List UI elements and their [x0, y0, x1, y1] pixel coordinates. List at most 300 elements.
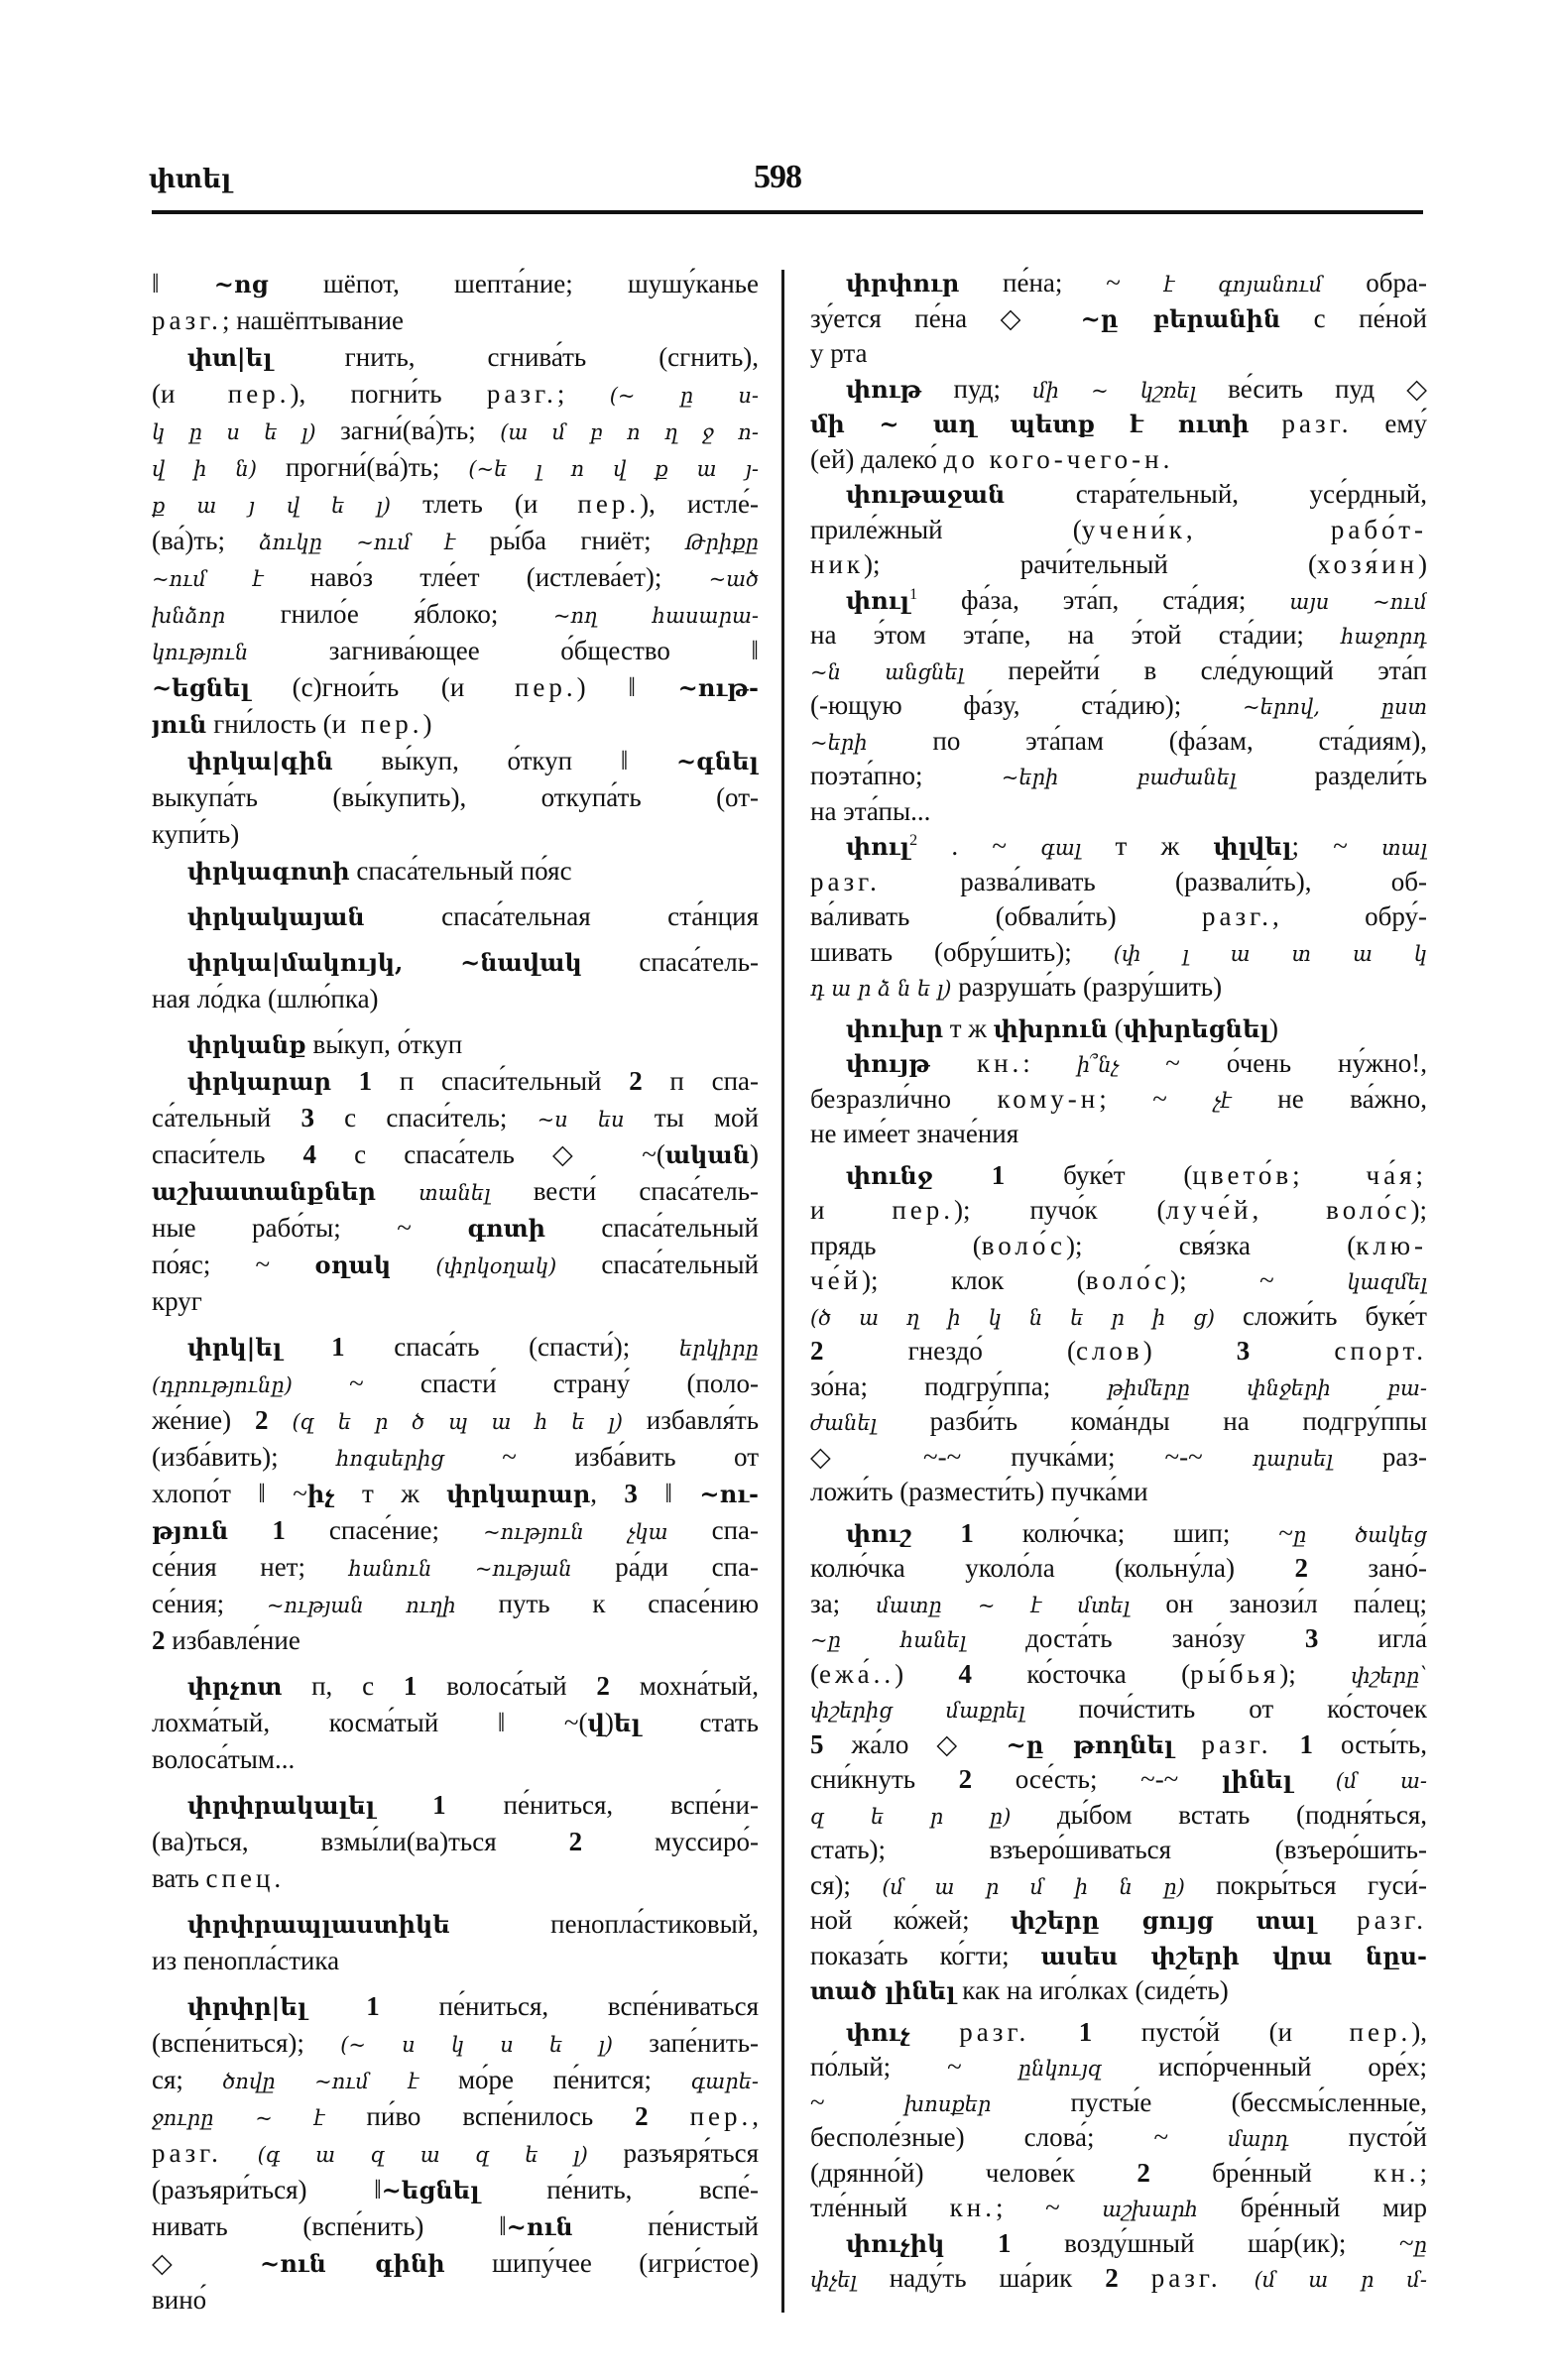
- translation-text: пуд;: [921, 373, 1033, 404]
- translation-text: выкупа́ть (вы́купить), откупа́ть (от-: [152, 782, 759, 812]
- spaced-label: цвето́в; ча́я;: [1192, 1159, 1427, 1190]
- translation-text: мохна́тый,: [609, 1671, 759, 1701]
- translation-text: ная ло́дка (шлю́пка): [152, 984, 379, 1013]
- headword: փուխր: [846, 1013, 943, 1043]
- translation-text: же́ние): [152, 1405, 256, 1435]
- headword: տած լինել: [810, 1976, 956, 2005]
- translation-text: ): [895, 1658, 959, 1689]
- armenian-example: ~ություն չկա: [483, 1520, 668, 1544]
- text-line: [810, 935, 1427, 971]
- sense-number: 2: [255, 1405, 269, 1435]
- translation-text: спаса́тель-: [581, 947, 759, 977]
- armenian-example: դ ա ր ձ ն ե լ): [810, 977, 952, 1001]
- translation-text: ~ изба́вить от: [443, 1442, 759, 1472]
- spaced-label: ры́бья: [1190, 1658, 1280, 1689]
- text-line: [810, 1657, 1427, 1693]
- spaced-label: пер.: [689, 2101, 753, 2131]
- armenian-example: տալ: [1381, 836, 1427, 860]
- armenian-example: փշերից մաքրել: [810, 1699, 1025, 1723]
- translation-text: сложи́ть буке́т: [1214, 1300, 1427, 1331]
- header-rule: [152, 210, 1423, 214]
- armenian-example: երկիրը: [678, 1337, 759, 1361]
- translation-text: доста́ть зано́зу: [966, 1623, 1305, 1653]
- spaced-label: учени́к, рабо́т-: [1081, 514, 1427, 544]
- translation-text: се́ния;: [152, 1589, 267, 1618]
- headword: փրփր|ել: [187, 1992, 307, 2021]
- headword: ~գնել: [675, 747, 759, 775]
- translation-text: [1250, 409, 1282, 438]
- translation-text: раз-: [1332, 1441, 1427, 1472]
- text-line: [810, 1229, 1427, 1264]
- translation-text: загнива́ющее о́бщество ‖: [248, 636, 759, 665]
- headword: փրկանք: [187, 1030, 306, 1059]
- text-line: [810, 1193, 1427, 1229]
- translation-text: пе́нистый: [572, 2211, 759, 2241]
- armenian-example: ժանել: [810, 1411, 877, 1435]
- translation-text: купи́ть): [152, 819, 240, 849]
- armenian-example: ~երի: [810, 730, 868, 755]
- headword: լինել: [1221, 1765, 1293, 1794]
- translation-text: спаси́тель: [152, 1139, 303, 1169]
- armenian-example: դարսել: [1252, 1446, 1333, 1471]
- spaced-label: разг.: [1357, 1905, 1427, 1935]
- text-line: [152, 339, 759, 376]
- text-line: [810, 1334, 1427, 1369]
- translation-text: ‖: [152, 269, 214, 298]
- translation-text: ; ~: [995, 2193, 1103, 2222]
- translation-text: бесполе́зные) слова́; ~: [810, 2122, 1229, 2152]
- translation-text: разва́ливать (развали́ть), об-: [880, 866, 1427, 896]
- translation-text: . ~: [917, 831, 1041, 861]
- translation-text: ~ о́чень ну́жно!,: [1119, 1048, 1427, 1078]
- text-line: [810, 583, 1427, 619]
- text-line: [810, 336, 1427, 372]
- translation-text: ной ко́жей;: [810, 1905, 1012, 1935]
- headword: փրկ|ել: [187, 1333, 283, 1362]
- armenian-example: ծակեց: [1355, 1522, 1427, 1547]
- spaced-label: ежа́..: [819, 1658, 896, 1689]
- text-line: [810, 1117, 1427, 1152]
- text-line: [810, 1621, 1427, 1657]
- armenian-example: ~երով, ըստ: [1243, 695, 1427, 719]
- armenian-example: մատը ~ է մտել: [876, 1593, 1131, 1617]
- sense-number: 2: [152, 1625, 166, 1655]
- translation-text: (ва́)ть;: [152, 526, 260, 555]
- sense-number: 3: [1236, 1336, 1251, 1366]
- spaced-label: и пер.: [1277, 2016, 1412, 2047]
- translation-text: почи́стить от ко́сточек: [1024, 1694, 1427, 1724]
- translation-text: ), истле́-: [640, 489, 759, 519]
- text-line: [152, 486, 759, 523]
- spaced-label: и пер.: [161, 379, 291, 409]
- sense-number: 2: [635, 2101, 649, 2131]
- text-line: [810, 1587, 1427, 1622]
- armenian-example: (դրությունը): [152, 1373, 293, 1397]
- text-line: [152, 1283, 759, 1320]
- headword: օղակ: [314, 1250, 392, 1279]
- armenian-example: ի՞նչ: [1076, 1053, 1120, 1077]
- armenian-example: չէ: [1213, 1088, 1232, 1113]
- headword: փխրուն: [993, 1013, 1108, 1043]
- translation-text: (дрянно́й) челове́к: [810, 2157, 1137, 2188]
- headword: ~ուն: [506, 2212, 573, 2241]
- translation-text: ); свя́зка (: [1066, 1230, 1357, 1260]
- sense-number: 3: [300, 1103, 314, 1132]
- text-line: [152, 2282, 759, 2319]
- translation-text: ‖: [637, 1479, 700, 1508]
- text-line: [152, 1402, 759, 1439]
- translation-text: [649, 2101, 690, 2131]
- headword: ~ը բերանին: [1080, 303, 1281, 333]
- headword: յուն: [152, 710, 207, 739]
- text-line: [152, 981, 759, 1017]
- translation-text: тле́нный: [810, 2193, 950, 2222]
- translation-text: [1173, 1729, 1201, 1759]
- text-line: [810, 1727, 1427, 1763]
- text-line: [810, 442, 1427, 478]
- translation-text: (изба́вить);: [152, 1442, 337, 1472]
- armenian-example: ք ա յ վ ե լ): [152, 494, 391, 518]
- translation-text: [1271, 1729, 1299, 1759]
- armenian-example: տանել: [419, 1181, 491, 1205]
- translation-text: ); рачи́тельный (: [864, 549, 1318, 579]
- text-line: [810, 1299, 1427, 1335]
- text-line: [152, 2135, 759, 2172]
- armenian-example: ~ող հասարա-: [552, 604, 759, 628]
- translation-text: жа́ло ◇: [823, 1728, 1007, 1759]
- translation-text: шипу́чее (игри́стое): [444, 2248, 759, 2278]
- translation-text: [1250, 1336, 1334, 1366]
- translation-text: [1292, 1764, 1336, 1794]
- headword: ական: [664, 1140, 750, 1169]
- text-line: [152, 1549, 759, 1586]
- headword: փրկագոտի: [187, 857, 350, 886]
- text-line: [152, 1063, 759, 1100]
- translation-text: избавле́ние: [165, 1625, 300, 1655]
- headword: փուչիկ: [846, 2228, 945, 2258]
- headword: փունջ: [846, 1160, 933, 1190]
- text-line: [810, 1369, 1427, 1405]
- translation-text: гни́лость (: [206, 709, 332, 739]
- text-line: [810, 759, 1427, 794]
- armenian-example: հոգսերից: [336, 1447, 444, 1471]
- translation-text: ): [604, 1708, 614, 1737]
- translation-text: ся;: [152, 2065, 223, 2094]
- translation-text: );: [1279, 1658, 1352, 1689]
- translation-text: перейти́ в сле́дующий эта́п: [964, 654, 1427, 685]
- translation-text: [1306, 1518, 1355, 1548]
- translation-text: [930, 1048, 977, 1078]
- translation-text: ные рабо́ты; ~: [152, 1213, 468, 1243]
- spaced-label: кн.: [1374, 2157, 1420, 2188]
- headword: ~նավակ: [460, 948, 582, 977]
- headword: փրփրակալել: [187, 1791, 376, 1820]
- translation-text: поэта́пно;: [810, 761, 1002, 790]
- text-line: [152, 2025, 759, 2062]
- text-line: [152, 1988, 759, 2025]
- text-line: [810, 2261, 1427, 2297]
- translation-text: на э́том эта́пе, на э́той ста́дии;: [810, 620, 1342, 650]
- text-line: [810, 1475, 1427, 1510]
- translation-text: пенопла́стиковый,: [449, 1909, 759, 1939]
- headword: փրչոտ: [187, 1672, 283, 1701]
- translation-text: ва́ливать (обвали́ть): [810, 901, 1203, 931]
- armenian-example: գարե-: [690, 2070, 759, 2093]
- translation-text: [1222, 2263, 1255, 2293]
- armenian-example: կազմել: [1347, 1270, 1427, 1294]
- text-line: [810, 547, 1427, 583]
- text-line: [810, 1798, 1427, 1834]
- armenian-example: կություն: [152, 641, 249, 664]
- spaced-label: и пер.: [810, 1195, 955, 1225]
- text-line: [810, 1692, 1427, 1727]
- translation-text: );: [1410, 1195, 1427, 1225]
- translation-text: т ж: [1081, 831, 1214, 861]
- translation-text: т ж: [334, 1479, 447, 1508]
- sense-number: 4: [958, 1658, 972, 1689]
- headword: փույթ: [846, 1049, 930, 1078]
- armenian-example: փշերը՝: [1351, 1663, 1427, 1688]
- text-line: [810, 2015, 1427, 2051]
- column-divider: [781, 270, 784, 2313]
- spaced-label: луче́й, воло́с: [1165, 1195, 1411, 1225]
- text-line: [810, 1833, 1427, 1868]
- translation-text: пе́ниться, вспе́ни-: [445, 1790, 759, 1820]
- armenian-example: փչել: [810, 2268, 857, 2292]
- text-line: [810, 654, 1427, 689]
- text-line: [810, 1404, 1427, 1440]
- sense-number: 2: [1105, 2263, 1119, 2293]
- spaced-label: разг.: [1202, 901, 1272, 931]
- headword: իչ: [306, 1480, 335, 1508]
- spaced-label: до кого-чего-н.: [943, 443, 1174, 474]
- text-line: [810, 688, 1427, 724]
- text-line: [810, 1868, 1427, 1904]
- armenian-example: (մ ա ր մ ի ն ը): [882, 1874, 1185, 1899]
- text-line: [810, 1939, 1427, 1974]
- translation-text: зу́ется пе́на ◇: [810, 302, 1081, 333]
- running-head: փտել: [149, 165, 232, 194]
- translation-text: (разъяри́ться) ‖: [152, 2175, 382, 2204]
- headword: ~ութ-: [677, 673, 759, 702]
- spaced-label: спец.: [205, 1863, 286, 1893]
- translation-text: спаса́тельный: [556, 1250, 759, 1279]
- translation-text: ; нашёптывание: [221, 305, 405, 335]
- headword: ~ը թողնել: [1006, 1729, 1174, 1759]
- text-line: [152, 1247, 759, 1283]
- translation-text: лохма́тый, косма́тый ‖ ~(: [152, 1708, 588, 1737]
- translation-text: [391, 1250, 435, 1279]
- spaced-label: воло́с: [1085, 1265, 1171, 1295]
- translation-text: пусто́й: [1288, 2122, 1427, 2152]
- translation-text: не име́ет значе́ния: [810, 1119, 1019, 1148]
- translation-text: ◇: [152, 2248, 260, 2278]
- text-line: [152, 1439, 759, 1476]
- text-line: [810, 513, 1427, 548]
- translation-text: [269, 1405, 293, 1435]
- headword: փրկարար: [446, 1480, 591, 1508]
- armenian-example: (~ ը ս-: [609, 384, 759, 408]
- spaced-label: и пер.: [331, 709, 423, 739]
- translation-text: [376, 1176, 419, 1206]
- armenian-example: զ ե ր ը): [810, 1804, 1012, 1829]
- translation-text: (: [152, 379, 161, 409]
- translation-text: волоса́тым...: [152, 1744, 296, 1774]
- translation-text: колю́чка уколо́ла (кольну́ла): [810, 1553, 1295, 1583]
- armenian-example: (մ ա-: [1335, 1769, 1427, 1793]
- sense-number: 1: [228, 1515, 286, 1545]
- translation-text: ): [422, 709, 432, 739]
- headword: փուլ: [846, 832, 910, 861]
- headword: փուլ: [846, 585, 910, 615]
- translation-text: ему́: [1352, 409, 1427, 438]
- headword: փրկա|մակույկ,: [187, 948, 404, 977]
- translation-text: п, с: [282, 1671, 404, 1701]
- text-line: [810, 2191, 1427, 2226]
- translation-text: фа́за, эта́п, ста́дия;: [917, 584, 1290, 615]
- text-line: [810, 407, 1427, 442]
- text-line: [810, 899, 1427, 935]
- text-line: [152, 302, 759, 339]
- translation-text: (ей) далеко́: [810, 443, 944, 474]
- headword: փրկարար: [187, 1067, 331, 1096]
- translation-text: зо́на; подгру́ппа;: [810, 1370, 1108, 1401]
- translation-text: не ва́жно,: [1231, 1083, 1427, 1114]
- spaced-label: разг.: [810, 866, 881, 896]
- translation-text: прогни́(ва́)ть;: [256, 452, 469, 482]
- translation-text: как на иго́лках (сиде́ть): [955, 1975, 1229, 2005]
- text-line: [810, 1082, 1427, 1118]
- translation-text: ;: [1419, 2157, 1427, 2188]
- text-line: [810, 1516, 1427, 1552]
- translation-text: ,: [590, 1479, 625, 1508]
- translation-text: ); пучо́к (: [954, 1195, 1166, 1225]
- armenian-example: թիմերը փնջերի բա-: [1107, 1375, 1427, 1400]
- armenian-example: աշխարհ: [1102, 2198, 1199, 2221]
- armenian-example: ը: [1413, 2232, 1427, 2257]
- translation-text: ты мой: [624, 1103, 759, 1132]
- text-line: [152, 2208, 759, 2245]
- translation-text: разруша́ть (разру́шить): [951, 972, 1223, 1002]
- spaced-label: разг.: [152, 2138, 222, 2168]
- armenian-example: (գ ա զ ա զ ե լ): [257, 2143, 588, 2167]
- headword: փութ: [846, 374, 922, 404]
- headword: ~եցնել: [152, 673, 251, 702]
- translation-text: нивать (вспе́нить) ‖: [152, 2211, 507, 2241]
- armenian-example: ~ության ուղի: [266, 1594, 456, 1617]
- page-number: 598: [754, 159, 801, 195]
- translation-text: разби́ть кома́нды на подгру́ппы: [876, 1406, 1427, 1436]
- translation-text: ◇ ~-~ пучка́ми; ~-~: [810, 1441, 1253, 1472]
- spaced-label: спорт.: [1334, 1336, 1427, 1366]
- text-line: [152, 853, 759, 890]
- translation-text: ко́сточка (: [971, 1658, 1191, 1689]
- armenian-example: ~ն անցնել: [810, 659, 964, 684]
- text-line: [152, 669, 759, 706]
- translation-text: ~ спасти́ страну́ (поло-: [292, 1368, 759, 1398]
- translation-text: с спаси́тель;: [313, 1103, 538, 1132]
- armenian-example: ~ը հանել: [810, 1628, 967, 1652]
- text-line: [810, 372, 1427, 408]
- translation-text: [1119, 2263, 1151, 2293]
- text-line: [152, 633, 759, 669]
- text-line: [810, 2120, 1427, 2156]
- sense-number: 2: [1136, 2157, 1150, 2188]
- spaced-label: разг.: [486, 379, 557, 409]
- sense-number: 1: [1029, 2016, 1093, 2047]
- translation-text: разъяря́ться: [587, 2138, 759, 2168]
- headword: ասես փշերի վրա նըս-: [1040, 1941, 1427, 1970]
- sense-number: 1: [306, 1991, 380, 2021]
- text-line: [810, 1440, 1427, 1476]
- armenian-example: գալ: [1040, 836, 1082, 860]
- translation-text: [222, 2138, 258, 2168]
- armenian-example: է գոյանում: [1163, 273, 1323, 297]
- translation-text: путь к спасе́нию: [455, 1589, 759, 1618]
- translation-text: вать: [152, 1863, 206, 1893]
- translation-text: приле́жный (: [810, 514, 1082, 544]
- translation-text: стара́тельный, усе́рдный,: [1005, 479, 1427, 509]
- translation-text: ): [1142, 1336, 1237, 1366]
- translation-text: наво́з тле́ет (истлева́ет);: [263, 562, 709, 592]
- headword: թյուն: [152, 1516, 229, 1545]
- text-line: [152, 1329, 759, 1366]
- translation-text: ),: [1411, 2016, 1427, 2047]
- armenian-example: (ծ ա ղ ի կ ն ե ր ի ց): [810, 1305, 1215, 1330]
- sense-number: 2: [629, 1066, 643, 1096]
- translation-text: пе́на; ~: [959, 268, 1164, 298]
- translation-text: ; ~: [1291, 831, 1382, 861]
- translation-text: ; ~: [1099, 1083, 1214, 1114]
- text-line: [152, 449, 759, 486]
- translation-text: се́ния нет;: [152, 1552, 349, 1582]
- translation-text: мо́ре пе́нится;: [419, 2065, 691, 2094]
- translation-text: бре́нный мир: [1198, 2193, 1427, 2222]
- translation-text: шивать (обру́шить);: [810, 936, 1114, 967]
- text-line: [152, 1787, 759, 1824]
- armenian-example: ~ած: [708, 567, 759, 591]
- text-line: [152, 559, 759, 596]
- translation-text: ве́сить пуд ◇: [1196, 373, 1427, 404]
- armenian-example: հաջորդ: [1341, 625, 1427, 649]
- superscript-index: 1: [909, 585, 918, 603]
- translation-text: вести́ спаса́тель-: [490, 1176, 759, 1206]
- translation-text: , обру́-: [1271, 901, 1427, 931]
- translation-text: испо́рченный оре́х;: [1102, 2052, 1427, 2082]
- headword: ~եցնել: [381, 2176, 480, 2204]
- spaced-label: разг.: [1281, 409, 1353, 438]
- sense-number: 2: [810, 1336, 824, 1366]
- translation-text: спасе́ние;: [285, 1515, 484, 1545]
- text-line: [152, 1026, 759, 1063]
- text-line: [152, 816, 759, 853]
- text-line: [152, 1906, 759, 1943]
- text-line: [152, 1586, 759, 1622]
- text-line: [810, 2050, 1427, 2085]
- sense-number: 1: [375, 1790, 446, 1820]
- translation-text: (вспе́ниться);: [152, 2028, 341, 2058]
- text-line: [810, 794, 1427, 830]
- spaced-label: кн.: [949, 2193, 996, 2222]
- armenian-example: մարդ: [1228, 2127, 1289, 2151]
- translation-text: за;: [810, 1588, 877, 1618]
- translation-text: (: [810, 1658, 819, 1689]
- spaced-label: ник: [810, 549, 865, 579]
- spaced-label: разг.: [152, 305, 222, 335]
- translation-text: по́яс; ~: [152, 1250, 315, 1279]
- translation-text: пе́нить, вспе́-: [479, 2175, 759, 2204]
- translation-text: ры́ба гниёт;: [455, 526, 686, 555]
